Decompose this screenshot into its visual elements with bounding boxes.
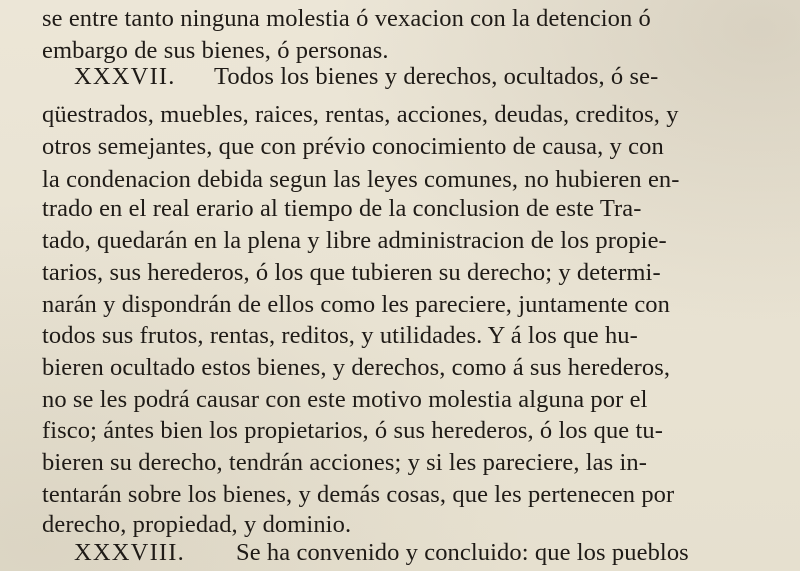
text-line-7 xyxy=(0,192,800,226)
text-line-2-content: embargo de sus bienes, ó personas. xyxy=(42,37,389,64)
text-line-8 xyxy=(0,224,800,258)
text-line-7-content: trado en el real erario al tiempo de la conclusion de este Tra- xyxy=(42,195,642,222)
text-line-16-content: tentarán sobre los bienes, y demás cosas, que les pertenecen por xyxy=(42,481,675,508)
text-line-10 xyxy=(0,288,800,322)
text-line-18-content: Se ha convenido y concluido: que los pueblos xyxy=(236,539,689,566)
text-line-3-content: Todos los bienes y derechos, ocultados, ó se- xyxy=(214,63,659,90)
text-line-4-content: qüestrados, muebles, raices, rentas, acciones, deudas, creditos, y xyxy=(42,101,679,128)
text-line-6-content: la condenacion debida segun las leyes comunes, no hubieren en- xyxy=(42,166,680,193)
text-line-12-content: bieren ocultado estos bienes, y derechos, como á sus herederos, xyxy=(42,354,671,381)
text-line-14 xyxy=(0,414,800,448)
text-line-1-content: se entre tanto ninguna molestia ó vexacion con la detencion ó xyxy=(42,5,651,32)
article-37-number: XXXVII. xyxy=(74,63,176,90)
text-line-5 xyxy=(0,130,800,164)
text-line-15-content: bieren su derecho, tendrán acciones; y si les pareciere, las in- xyxy=(42,449,648,476)
text-line-14-content: fisco; ántes bien los propietarios, ó sus herederos, ó los que tu- xyxy=(42,417,664,444)
text-line-13 xyxy=(0,383,800,417)
text-line-5-content: otros semejantes, que con prévio conocimiento de causa, y con xyxy=(42,133,664,160)
text-line-1 xyxy=(0,2,800,36)
text-line-16 xyxy=(0,478,800,512)
article-37-first-line xyxy=(0,60,800,94)
text-line-11 xyxy=(0,319,800,353)
text-line-13-content: no se les podrá causar con este motivo molestia alguna por el xyxy=(42,386,648,413)
text-line-4 xyxy=(0,98,800,132)
text-line-9 xyxy=(0,256,800,290)
text-line-11-content: todos sus frutos, rentas, reditos, y utilidades. Y á los que hu- xyxy=(42,322,638,349)
article-38-number: XXXVIII. xyxy=(74,539,185,566)
text-line-9-content: tarios, sus herederos, ó los que tubieren su derecho; y determi- xyxy=(42,259,661,286)
text-line-17-content: derecho, propiedad, y dominio. xyxy=(42,511,352,538)
text-line-12 xyxy=(0,351,800,385)
text-line-15 xyxy=(0,446,800,480)
text-line-8-content: tado, quedarán en la plena y libre administracion de los propie- xyxy=(42,227,667,254)
article-38-first-line xyxy=(0,536,800,570)
text-line-10-content: narán y dispondrán de ellos como les pareciere, juntamente con xyxy=(42,291,670,318)
